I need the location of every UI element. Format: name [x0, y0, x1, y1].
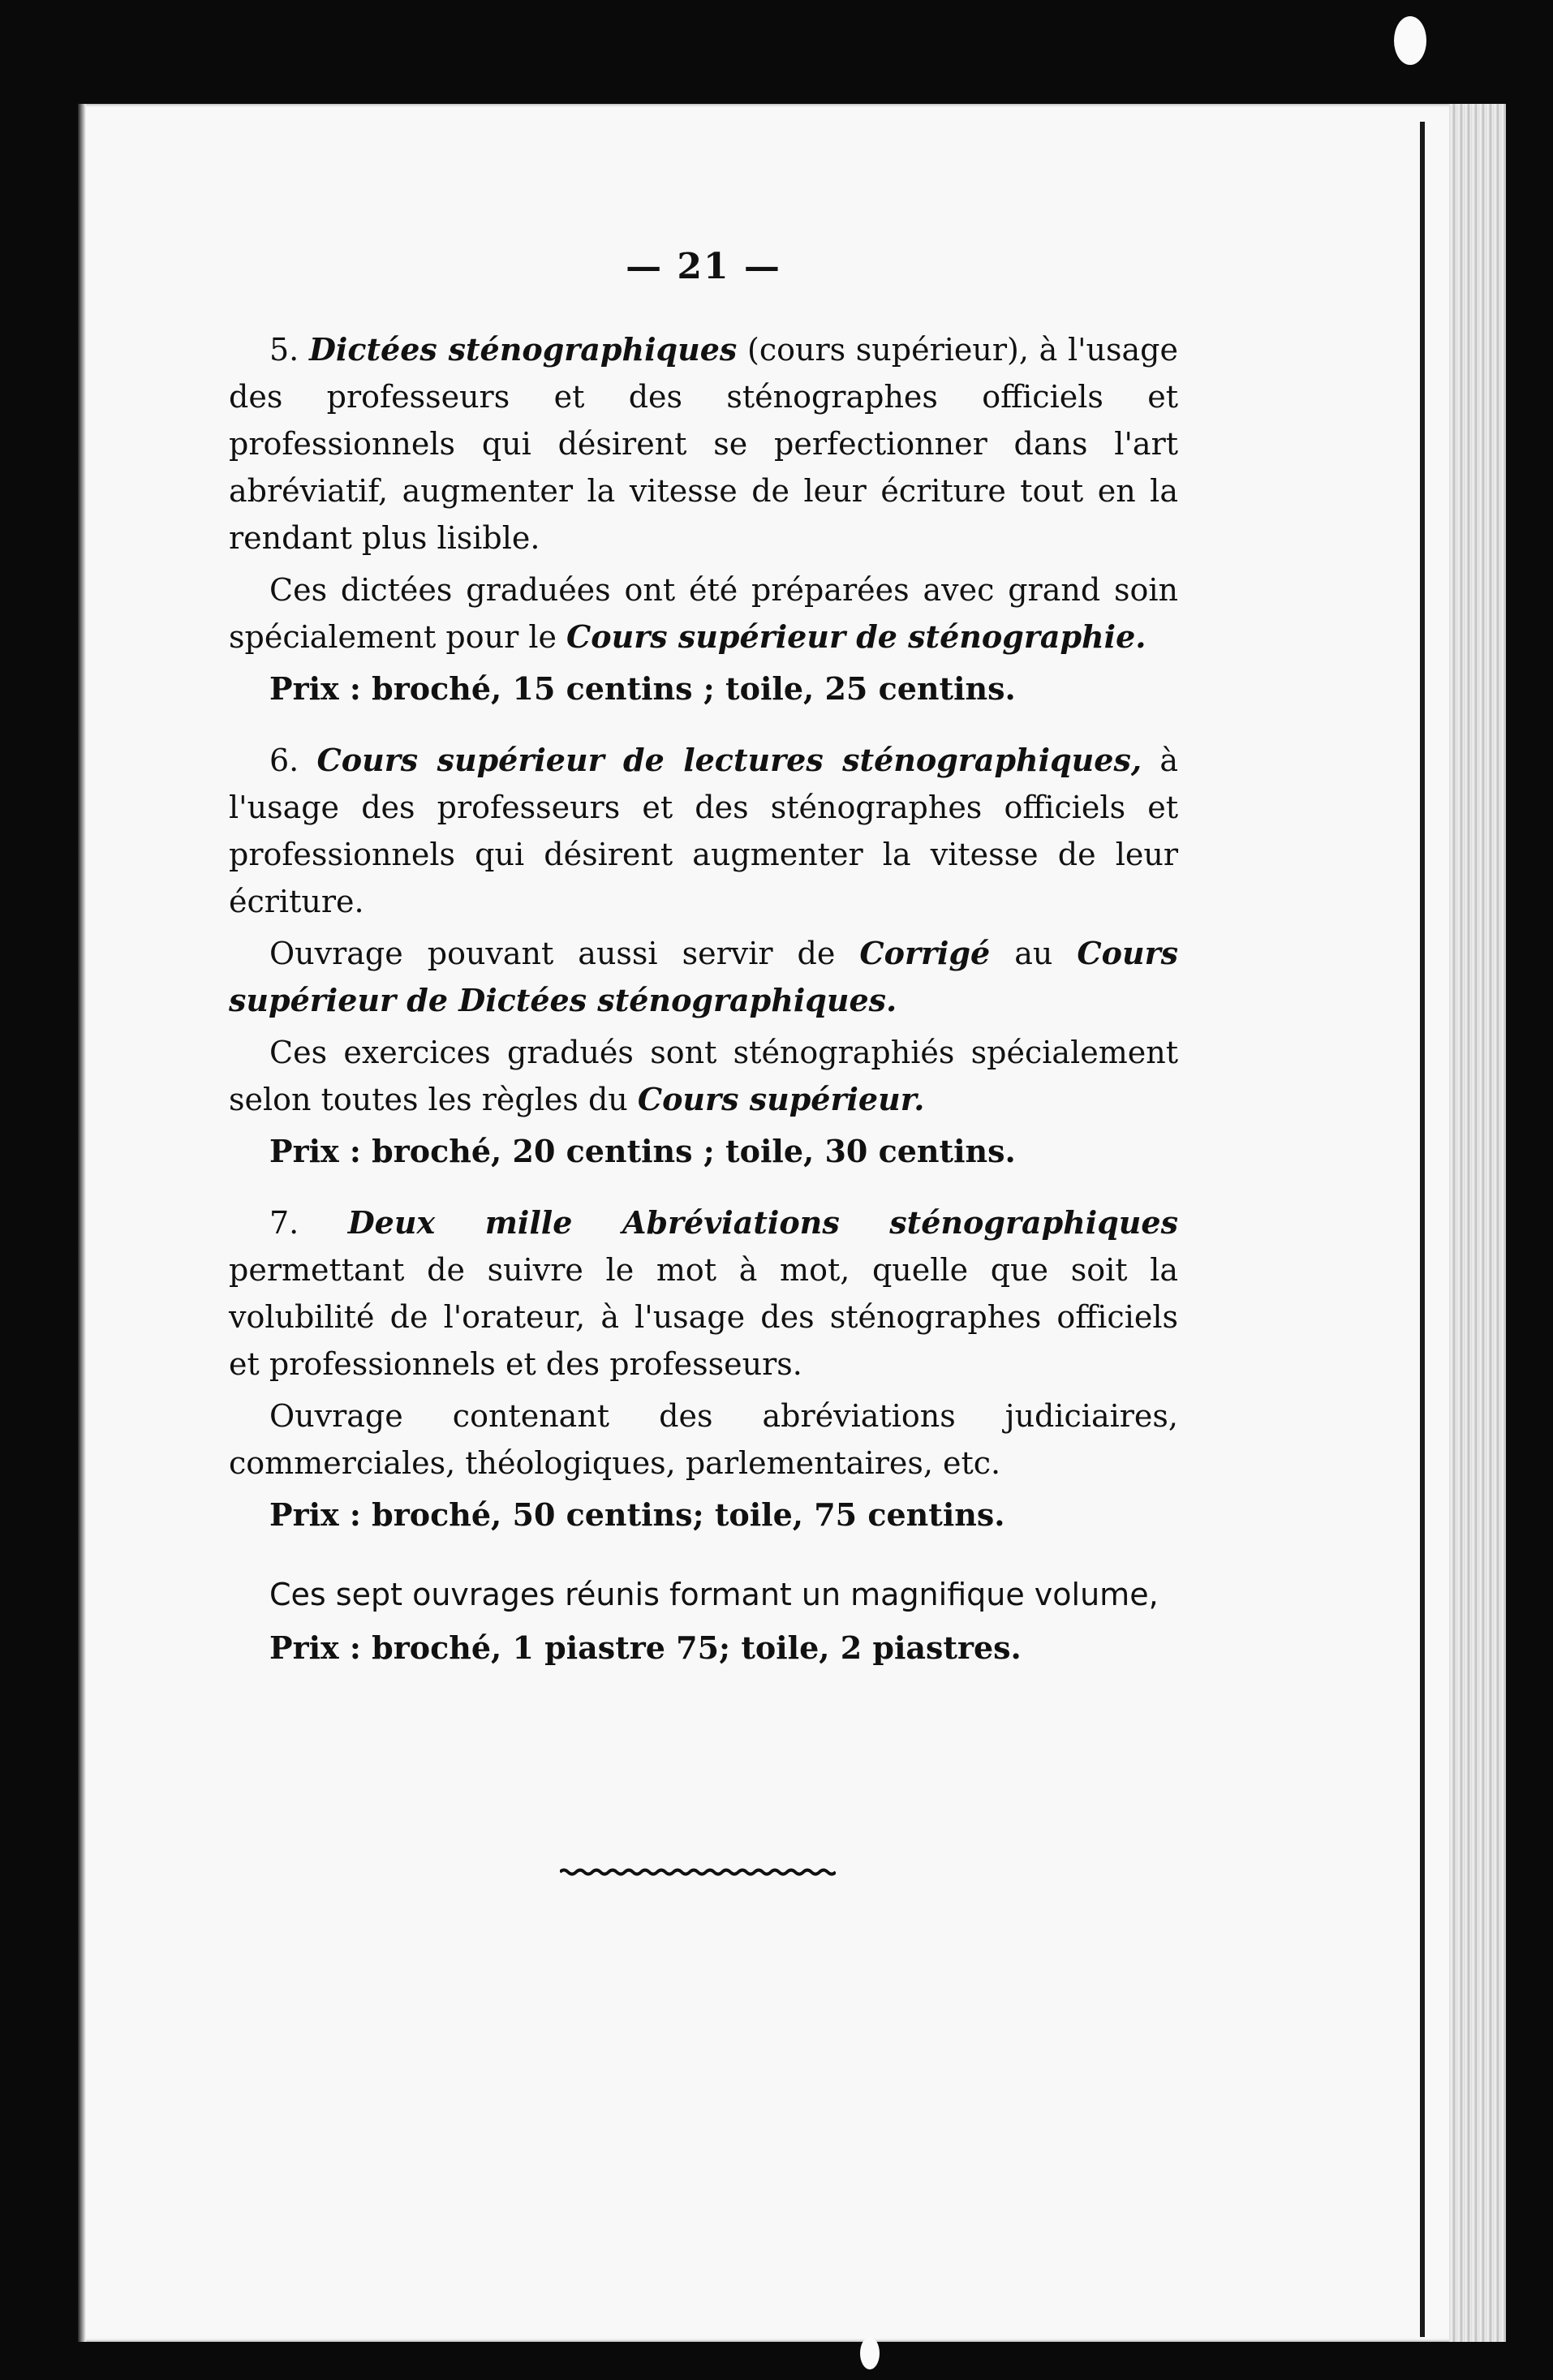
entry-note: Ouvrage pouvant aussi servir de Corrigé au Cours supérieur de Dictées sténographiques. [229, 935, 1178, 1018]
entry-description-text: (cours supérieur), à l'usage des professeurs et des sténographes officiels et professionnels qui désirent se perfectionner dans l'art abréviatif, augmenter la vitesse de leur écriture tout en la rendant plus lisible. [229, 332, 1178, 556]
entry-description [229, 326, 1178, 562]
entry-reference: Cours supérieur de Dictées sténographiques. [229, 935, 1178, 1018]
entry-reference: Cours supérieur. [637, 1081, 925, 1117]
entry-number: 6. [269, 742, 299, 778]
entry-reference: Corrigé [859, 935, 991, 971]
entry-note: Ces exercices gradués sont sténographiés spécialement selon toutes les règles du Cours supérieur. [229, 1035, 1178, 1117]
catalog-entry-5 [229, 326, 1178, 712]
summary-text: Ces sept ouvrages réunis formant un magnifique volume, [269, 1577, 1159, 1612]
entry-description [229, 1199, 1178, 1388]
summary-block [229, 1571, 1178, 1672]
entry-price: Prix : broché, 50 centins; toile, 75 centins. [269, 1496, 1005, 1533]
paper-speck [1394, 16, 1426, 65]
entry-price: Prix : broché, 15 centins ; toile, 25 centins. [269, 670, 1016, 707]
page-content [229, 243, 1178, 1672]
summary-price: Prix : broché, 1 piastre 75; toile, 2 piastres. [269, 1629, 1022, 1666]
page-gutter-shadow [78, 104, 86, 2342]
page-edge-stack [1449, 104, 1506, 2342]
entry-title: Deux mille Abréviations sténographiques [347, 1204, 1178, 1241]
page-fold-line [1420, 122, 1425, 2337]
entry-title: Cours supérieur de lectures sténographiques, [316, 742, 1142, 778]
paper-speck [860, 2337, 880, 2369]
entry-description-text: permettant de suivre le mot à mot, quelle que soit la volubilité de l'orateur, à l'usage des sténographes officiels et professionnels et des professeurs. [229, 1252, 1178, 1382]
page-number: — 21 — [626, 246, 781, 287]
decorative-flourish [560, 1866, 836, 1878]
entry-title: Dictées sténographiques [308, 331, 738, 368]
entry-reference: Cours supérieur de sténographie. [566, 618, 1146, 655]
entry-description-text: à l'usage des professeurs et des sténographes officiels et professionnels qui désirent augmenter la vitesse de leur écriture. [229, 742, 1178, 919]
entry-number: 7. [269, 1205, 299, 1241]
catalog-entry-6 [229, 737, 1178, 1175]
entry-price: Prix : broché, 20 centins ; toile, 30 centins. [269, 1133, 1016, 1169]
entry-number: 5. [269, 332, 299, 368]
catalog-entry-7 [229, 1199, 1178, 1539]
entry-note: Ces dictées graduées ont été préparées avec grand soin spécialement pour le Cours supérieur de sténographie. [229, 572, 1178, 655]
entry-note: Ouvrage contenant des abréviations judiciaires, commerciales, théologiques, parlementaires, etc. [229, 1398, 1178, 1481]
entry-description [229, 737, 1178, 925]
